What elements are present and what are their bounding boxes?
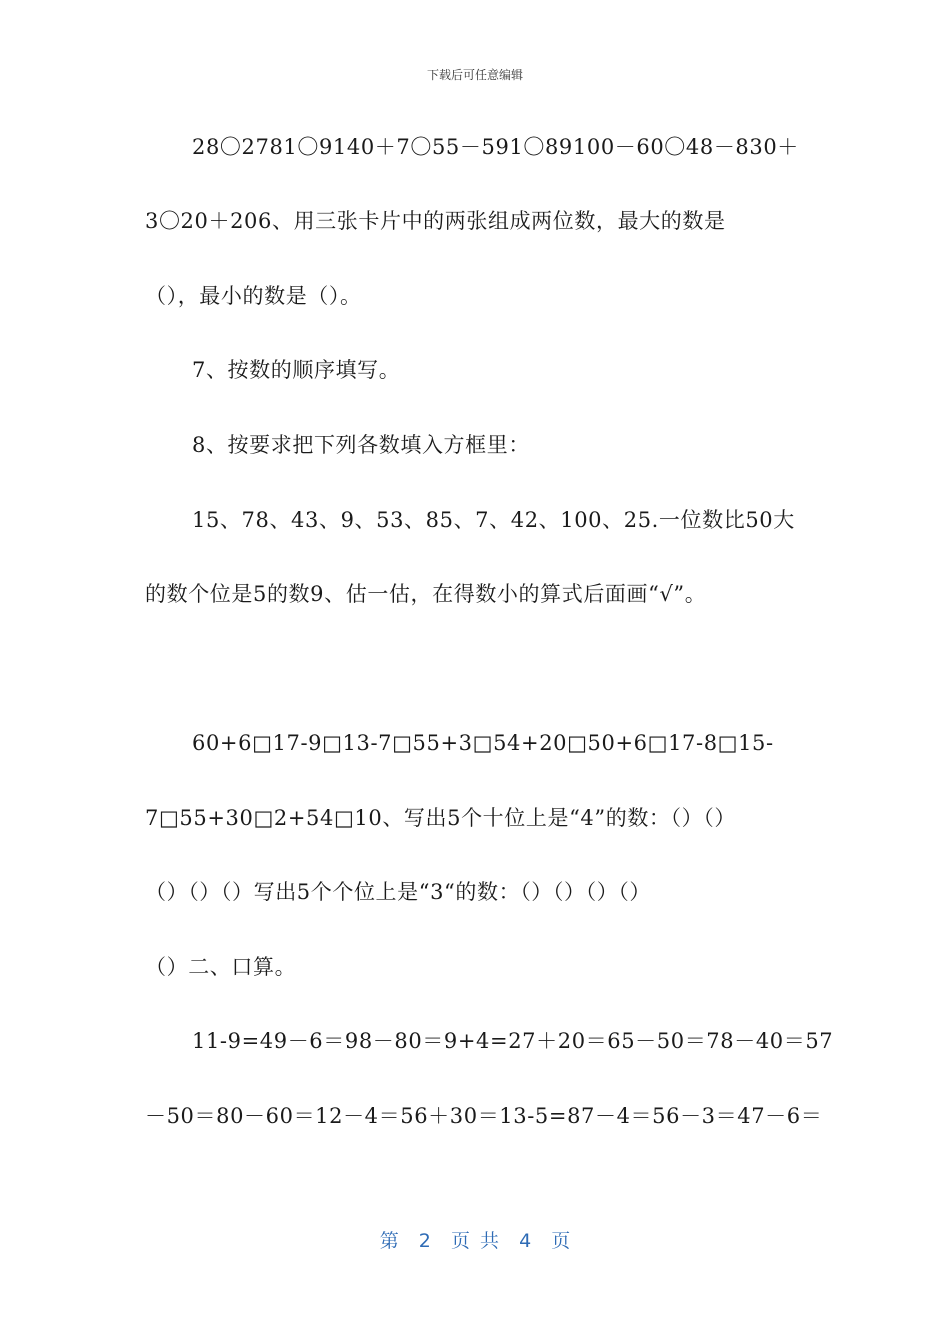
text-line: 60+6□17-9□13-7□55+3□54+20□50+6□17-8□15-: [192, 731, 774, 755]
text-line: 的数个位是5的数9、估一估，在得数小的算式后面画“√”。: [145, 582, 707, 606]
text-line: （）二、口算。: [145, 955, 297, 979]
text-line: 11-9=49－6＝98－80＝9+4=27＋20＝65－50＝78－40＝57: [192, 1029, 834, 1053]
text-line: （）（）（）写出5个个位上是“3“的数：（）（）（）（）: [145, 880, 651, 904]
text-line: 7□55+30□2+54□10、写出5个十位上是“4”的数：（）（）: [145, 806, 736, 830]
text-line: 7、按数的顺序填写。: [192, 358, 401, 382]
page-number-label: 第 2 页 共 4 页: [379, 1230, 571, 1252]
text-line: 15、78、43、9、53、85、7、42、100、25.一位数比50大: [192, 508, 795, 532]
text-line: －50＝80－60＝12－4＝56＋30＝13-5=87－4＝56－3＝47－6＝: [145, 1104, 823, 1128]
text-line: （），最小的数是（）。: [145, 284, 362, 308]
text-line: 8、按要求把下列各数填入方框里：: [192, 433, 530, 457]
text-line: 3〇20＋206、用三张卡片中的两张组成两位数，最大的数是: [145, 209, 726, 233]
text-line: 28〇2781〇9140＋7〇55－591〇89100－60〇48－830＋: [192, 135, 799, 159]
page-header: 下载后可任意编辑: [426, 68, 523, 82]
page-footer: [0, 1226, 950, 1253]
